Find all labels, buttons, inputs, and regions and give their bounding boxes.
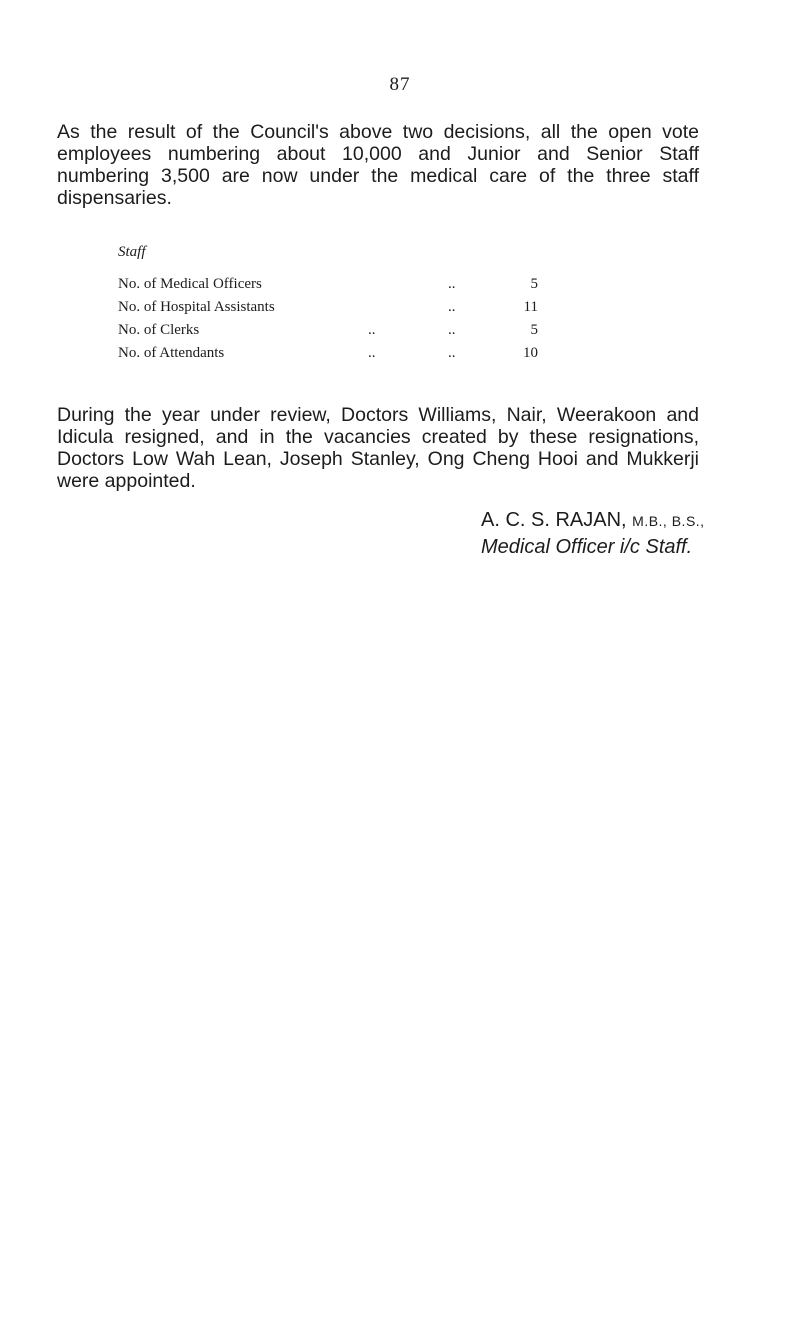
signatory-degrees: M.B., B.S., <box>632 513 705 529</box>
staff-row-value: 5 <box>530 276 538 292</box>
page-number: 87 <box>389 74 411 95</box>
table-row <box>118 342 538 365</box>
table-row <box>118 273 538 296</box>
signature-block <box>481 507 705 560</box>
leader-dots <box>368 273 448 296</box>
staff-row-label: No. of Medical Officers <box>118 276 262 292</box>
staff-heading: Staff <box>118 244 146 260</box>
staff-row-value: 11 <box>523 299 538 315</box>
leader-dots: .. <box>448 322 456 338</box>
leader-dots <box>368 296 448 319</box>
staff-row-label: No. of Hospital Assistants <box>118 299 275 315</box>
staff-row-label: No. of Clerks <box>118 322 200 338</box>
leader-dots: .. <box>368 322 376 338</box>
signatory-name: A. C. S. RAJAN, <box>481 509 627 531</box>
leader-dots: .. <box>448 299 456 315</box>
signatory-title: Medical Officer i/c Staff. <box>481 536 693 558</box>
table-row <box>118 319 538 342</box>
table-row <box>118 296 538 319</box>
intro-paragraph: As the result of the Council's above two decisions, all the open vote employees numbering about 10,000 and Junior and Senior Staff numbering 3,500 are now under the medical care of the three staff dispensaries. <box>57 121 699 209</box>
signatory-name-line <box>481 507 705 534</box>
resignations-paragraph: During the year under review, Doctors Williams, Nair, Weerakoon and Idicula resigned, and in the vacancies created by these resignations, Doctors Low Wah Lean, Joseph Stanley, Ong Cheng Hooi and Mukkerji were appointed. <box>57 404 699 492</box>
leader-dots: .. <box>368 345 376 361</box>
staff-row-label: No. of Attendants <box>118 345 225 361</box>
staff-row-value: 10 <box>523 345 538 361</box>
staff-table <box>118 273 538 365</box>
leader-dots: .. <box>448 276 456 292</box>
leader-dots: .. <box>448 345 456 361</box>
staff-row-value: 5 <box>530 322 538 338</box>
